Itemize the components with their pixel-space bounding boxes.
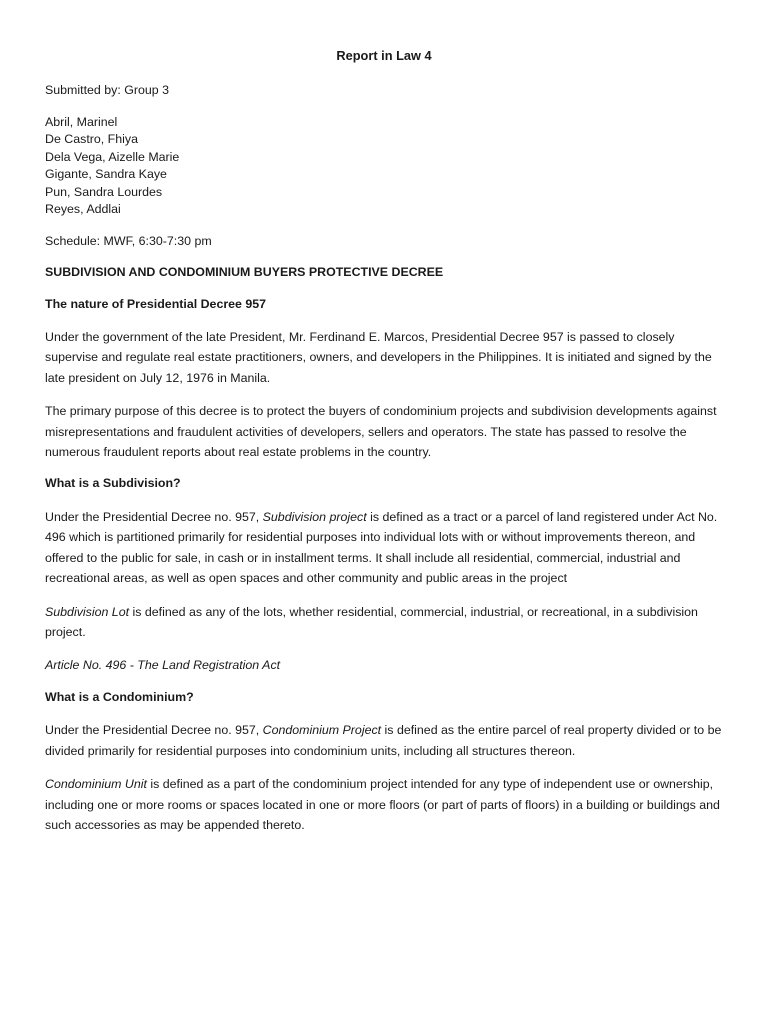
paragraph-text: is defined as a part of the condominium project intended for any type of independent use or ownership, including one or more rooms or spaces located in one or more floors (or part of parts of floors) in a building or buildings and such accessories as may be appended thereto. [45, 777, 720, 832]
paragraph-text: Under the Presidential Decree no. 957, [45, 509, 263, 524]
document-title: Report in Law 4 [336, 48, 432, 63]
defined-term: Subdivision Lot [45, 604, 130, 619]
nature-paragraph-1: Under the government of the late President, Mr. Ferdinand E. Marcos, Presidential Decree 957 is passed to closely supervise and regulate real estate practitioners, owners, and developers in the Philippines. It is initiated and signed by the late president on July 12, 1976 in Manila. [45, 330, 712, 385]
defined-term: Condominium Project [262, 723, 382, 738]
subdivision-paragraph-1 [45, 507, 723, 589]
section-heading-nature: The nature of Presidential Decree 957 [45, 296, 267, 311]
paragraph-text: Under the Presidential Decree no. 957, [45, 723, 263, 738]
paragraph-text: is defined as any of the lots, whether residential, commercial, industrial, or recreational, in a subdivision project. [45, 604, 698, 639]
defined-term: Condominium Unit [45, 777, 147, 792]
paragraph-text: is defined as the entire parcel of real property divided or to be divided primarily for residential purposes into condominium units, including all structures thereon. [45, 723, 722, 758]
schedule: Schedule: MWF, 6:30-7:30 pm [45, 233, 212, 248]
subdivision-paragraph-2 [45, 602, 723, 643]
member-name: Abril, Marinel [45, 114, 118, 129]
member-name: Gigante, Sandra Kaye [45, 167, 167, 181]
member-list [45, 114, 723, 219]
nature-paragraph-2: The primary purpose of this decree is to protect the buyers of condominium projects and subdivision developments against misrepresentations and fraudulent activities of developers, sellers and operators. The state has passed to resolve the numerous fraudulent reports about real estate problems in the country. [45, 404, 717, 460]
defined-term: Subdivision project [262, 509, 367, 524]
member-name: Reyes, Addlai [45, 202, 121, 216]
member-name: De Castro, Fhiya [45, 132, 138, 146]
condominium-paragraph-1 [45, 720, 723, 761]
member-name: Pun, Sandra Lourdes [45, 184, 163, 199]
paragraph-text: is defined as a tract or a parcel of land registered under Act No. 496 which is partitioned primarily for residential purposes into individual lots with or without improvements thereon, and offered to the public for sale, in cash or in installment terms. It shall include all residential, commercial, industrial and recreational areas, as well as open spaces and other community and public areas in the project [45, 509, 718, 586]
submitted-by: Submitted by: Group 3 [45, 83, 169, 97]
article-note: Article No. 496 - The Land Registration Act [45, 658, 281, 673]
member-name: Dela Vega, Aizelle Marie [45, 149, 180, 164]
main-heading: SUBDIVISION AND CONDOMINIUM BUYERS PROTECTIVE DECREE [45, 265, 444, 279]
section-heading-condominium: What is a Condominium? [45, 689, 194, 704]
condominium-paragraph-2 [45, 774, 723, 835]
section-heading-subdivision: What is a Subdivision? [45, 476, 181, 491]
